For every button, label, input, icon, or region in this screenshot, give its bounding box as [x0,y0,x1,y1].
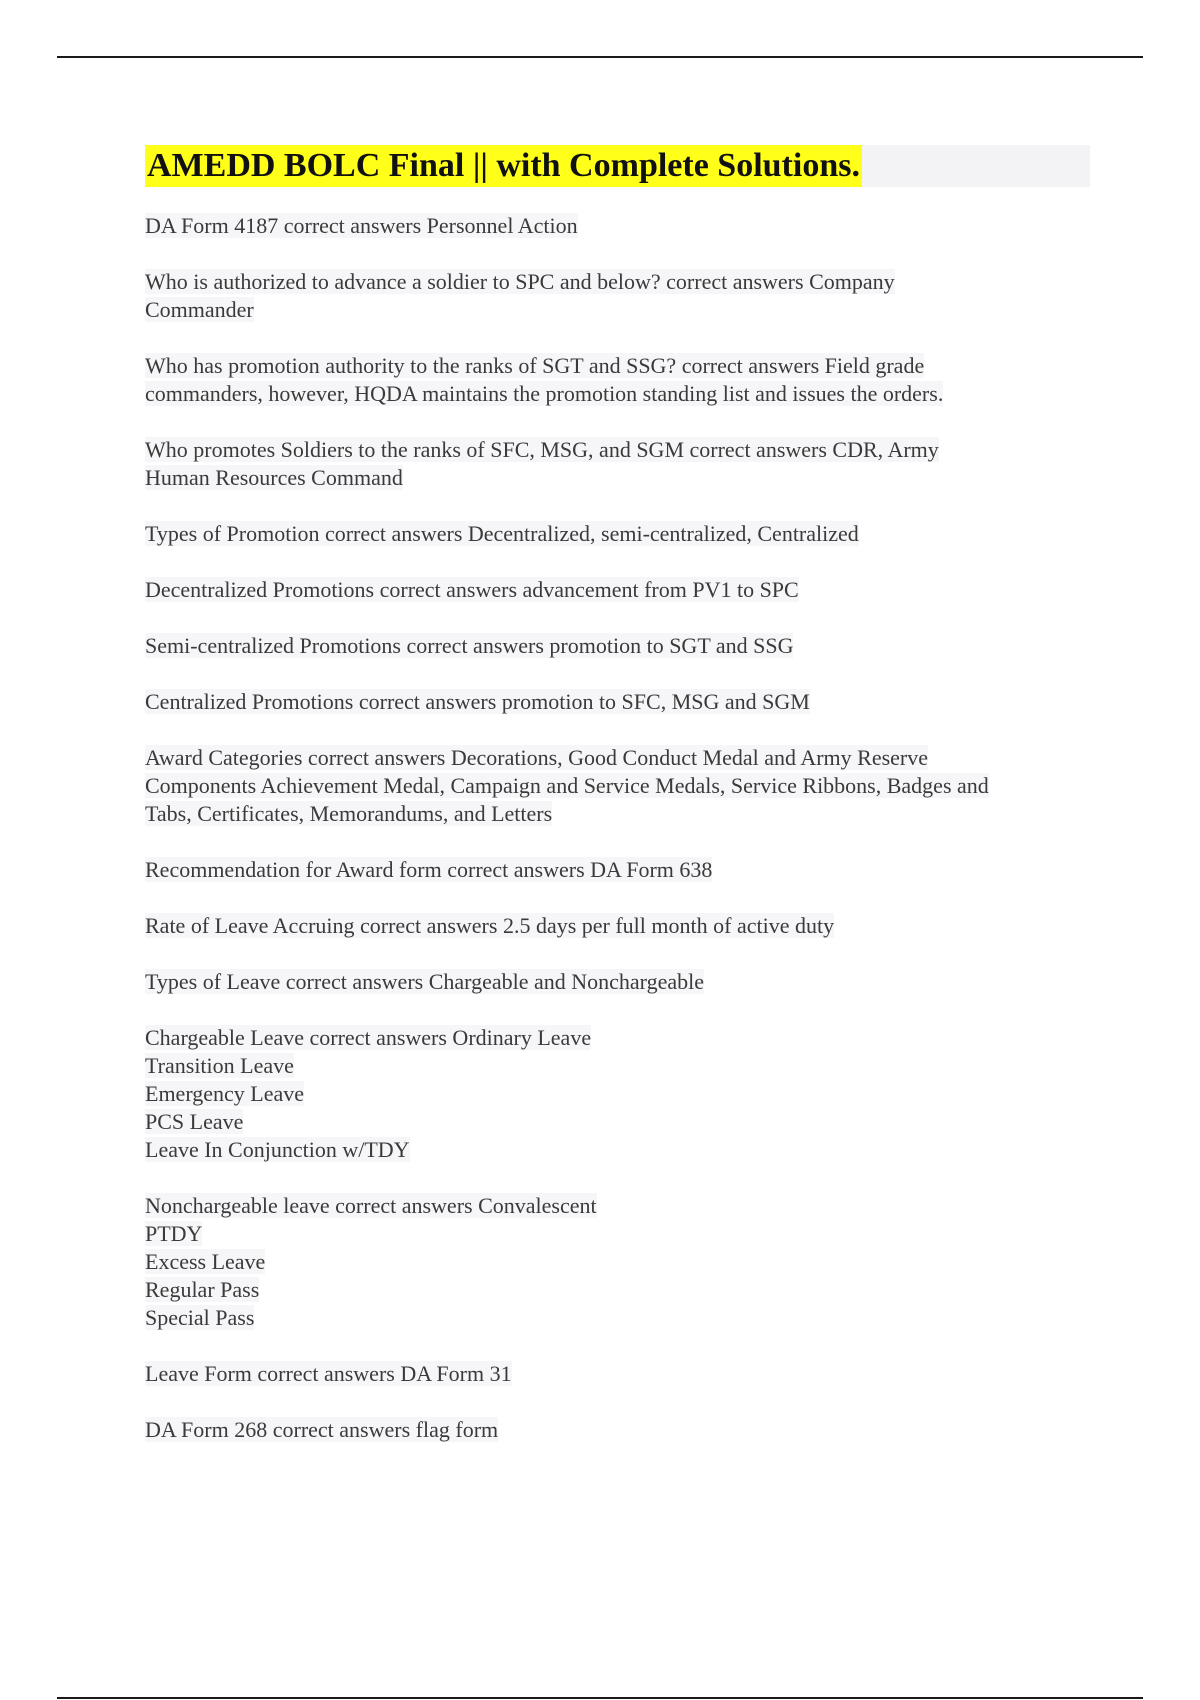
qa-entry-text: DA Form 4187 correct answers Personnel Action [145,213,578,238]
qa-entry-line [145,1416,1090,1444]
qa-entry [145,1416,1090,1444]
qa-entry-line [145,856,1090,884]
qa-entry-line [145,1304,1090,1332]
qa-entry-line [145,436,1090,464]
qa-entry-line [145,352,1090,380]
qa-entry [145,968,1090,996]
qa-entry-line [145,1248,1090,1276]
qa-entry [145,268,1090,324]
qa-entry-line [145,1360,1090,1388]
qa-entry [145,352,1090,408]
qa-entry [145,632,1090,660]
qa-entry-line [145,800,1090,828]
document-page [145,145,1090,1472]
qa-entry-line [145,1136,1090,1164]
qa-entry [145,688,1090,716]
qa-entry-text: Who promotes Soldiers to the ranks of SFC, MSG, and SGM correct answers CDR, Army [145,437,939,462]
qa-entry [145,1360,1090,1388]
qa-entry-text: Special Pass [145,1305,255,1330]
qa-entry [145,1192,1090,1332]
qa-entry [145,1024,1090,1164]
qa-entry-line [145,1108,1090,1136]
qa-entry-text: Who is authorized to advance a soldier to SPC and below? correct answers Company [145,269,895,294]
qa-entry [145,436,1090,492]
qa-entry-text: PTDY [145,1221,203,1246]
qa-entry-line [145,1024,1090,1052]
qa-entry-text: Nonchargeable leave correct answers Convalescent [145,1193,597,1218]
qa-entry-text: Emergency Leave [145,1081,305,1106]
qa-entry-text: Semi-centralized Promotions correct answers promotion to SGT and SSG [145,633,794,658]
top-rule [57,56,1143,58]
qa-entry-text: Rate of Leave Accruing correct answers 2.5 days per full month of active duty [145,913,835,938]
document-title: AMEDD BOLC Final || with Complete Solutions. [145,145,862,187]
qa-entry-text: Tabs, Certificates, Memorandums, and Letters [145,801,553,826]
qa-entry-text: Decentralized Promotions correct answers advancement from PV1 to SPC [145,577,799,602]
qa-entry [145,744,1090,828]
qa-entry-text: Recommendation for Award form correct answers DA Form 638 [145,857,713,882]
qa-entry-text: Award Categories correct answers Decorations, Good Conduct Medal and Army Reserve [145,745,929,770]
qa-entry [145,856,1090,884]
qa-entry-text: Transition Leave [145,1053,294,1078]
qa-entry-line [145,1080,1090,1108]
qa-entry-line [145,1192,1090,1220]
qa-entry-text: DA Form 268 correct answers flag form [145,1417,499,1442]
qa-entry-line [145,576,1090,604]
qa-entry-line [145,772,1090,800]
qa-entry-text: Centralized Promotions correct answers promotion to SFC, MSG and SGM [145,689,810,714]
qa-entry-line [145,1220,1090,1248]
qa-entry-line [145,212,1090,240]
qa-entry-text: PCS Leave [145,1109,244,1134]
qa-entry [145,576,1090,604]
qa-entry [145,212,1090,240]
title-bar [145,145,1090,187]
qa-entry-line [145,520,1090,548]
qa-entry-line [145,380,1090,408]
qa-entry-text: Human Resources Command [145,465,403,490]
qa-entry [145,520,1090,548]
qa-entry-line [145,296,1090,324]
qa-entry-line [145,1276,1090,1304]
qa-entry-text: Who has promotion authority to the ranks of SGT and SSG? correct answers Field grade [145,353,925,378]
qa-entry-text: Types of Leave correct answers Chargeable and Nonchargeable [145,969,705,994]
qa-entry-text: Leave Form correct answers DA Form 31 [145,1361,512,1386]
qa-entry-line [145,464,1090,492]
qa-entry-line [145,968,1090,996]
qa-entry-line [145,1052,1090,1080]
qa-entry-text: Commander [145,297,254,322]
qa-entry-text: Leave In Conjunction w/TDY [145,1137,410,1162]
qa-entry-list [145,212,1090,1444]
qa-entry [145,912,1090,940]
qa-entry-line [145,688,1090,716]
qa-entry-text: Types of Promotion correct answers Decentralized, semi-centralized, Centralized [145,521,859,546]
qa-entry-line [145,744,1090,772]
qa-entry-line [145,268,1090,296]
qa-entry-text: Chargeable Leave correct answers Ordinary Leave [145,1025,592,1050]
qa-entry-line [145,912,1090,940]
qa-entry-text: commanders, however, HQDA maintains the promotion standing list and issues the orders. [145,381,944,406]
qa-entry-text: Components Achievement Medal, Campaign and Service Medals, Service Ribbons, Badges and [145,773,989,798]
qa-entry-text: Excess Leave [145,1249,266,1274]
bottom-rule [57,1697,1143,1699]
qa-entry-line [145,632,1090,660]
qa-entry-text: Regular Pass [145,1277,260,1302]
